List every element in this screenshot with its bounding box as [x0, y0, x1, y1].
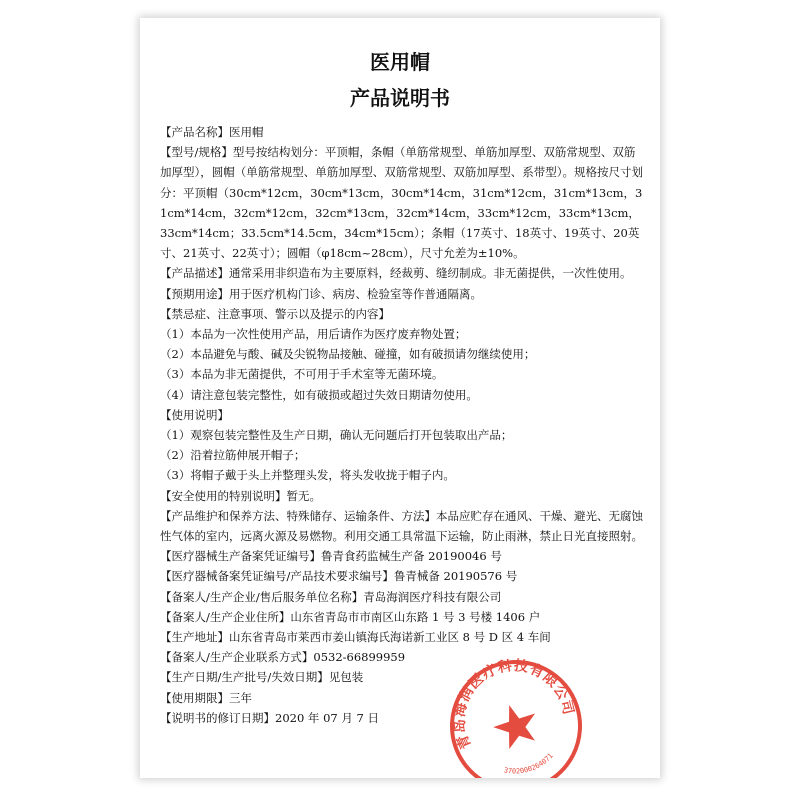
document-page	[140, 18, 660, 778]
document-paragraph: 【说明书的修订日期】2020 年 07 月 7 日	[160, 710, 379, 725]
document-paragraph: 【使用说明】	[160, 407, 229, 422]
document-paragraph: 【备案人/生产企业住所】山东省青岛市市南区山东路 1 号 3 号楼 1406 户	[160, 609, 541, 624]
svg-text:3702000264071: 3702000264071	[503, 751, 555, 776]
svg-text:青岛海润医疗科技有限公司: 青岛海润医疗科技有限公司	[451, 657, 577, 752]
document-paragraph: 【医疗器械备案凭证编号/产品技术要求编号】鲁青械备 20190576 号	[160, 569, 518, 584]
document-paragraph: （1）本品为一次性使用产品，用后请作为医疗废弃物处置；	[160, 327, 467, 342]
document-paragraph: 【生产日期/生产批号/失效日期】见包装	[160, 670, 364, 685]
document-paragraph: （1）观察包装完整性及生产日期，确认无问题后打开包装取出产品；	[160, 428, 513, 443]
document-paragraph: 【型号/规格】型号按结构划分：平顶帽，条帽（单筋常规型、单筋加厚型、双筋常规型、双筋加厚型），圆帽（单筋常规型、单筋加厚型、双筋常规型、双筋加厚型、系带型）。规格按尺寸划分：平顶帽（30cm*12cm，30cm*13cm，30cm*14cm，31cm*12cm，31cm*13cm，31cm*14cm，32cm*12cm，32cm*13cm，32cm*14cm，33cm*12cm，33cm*13cm，33cm*14cm；33.5cm*14.5cm，34cm*15cm）；条帽（17英寸、18英寸、19英寸、20英寸、21英寸、22英寸）；圆帽（φ18cm~28cm），尺寸允差为±10%。	[160, 145, 643, 261]
document-paragraph: 【生产地址】山东省青岛市莱西市姜山镇海氏海诺新工业区 8 号 D 区 4 车间	[160, 630, 551, 645]
document-paragraph: 【产品维护和保养方法、特殊储存、运输条件、方法】本品应贮存在通风、干燥、避光、无腐蚀性气体的室内，远离火源及易燃物。利用交通工具常温下运输，防止雨淋，禁止日光直接照射。	[160, 508, 643, 544]
document-paragraph: 【产品名称】医用帽	[160, 125, 264, 139]
document-paragraph: （3）将帽子戴于头上并整理头发，将头发收拢于帽子内。	[160, 468, 455, 483]
document-paragraph: （2）本品避免与酸、碱及尖锐物品接触、碰撞，如有破损请勿继续使用；	[160, 347, 536, 362]
document-subtitle: 产品说明书	[350, 86, 450, 110]
document-title: 医用帽	[370, 50, 430, 74]
seal-star-icon	[488, 698, 543, 751]
document-paragraph: 【备案人/生产企业/售后服务单位名称】青岛海润医疗科技有限公司	[160, 589, 502, 604]
document-paragraph: （4）请注意包装完整性，如有破损或超过失效日期请勿使用。	[160, 387, 478, 402]
document-paragraph: 【使用期限】三年	[160, 690, 252, 705]
document-paragraph: 【备案人/生产企业联系方式】0532-66899959	[160, 650, 406, 665]
document-paragraph: 【预期用途】用于医疗机构门诊、病房、检验室等作普通隔离。	[160, 286, 482, 301]
document-paragraph: 【禁忌症、注意事项、警示以及提示的内容】	[160, 306, 390, 321]
document-paragraph: 【安全使用的特别说明】暂无。	[160, 488, 321, 503]
document-paragraph: （3）本品为非无菌提供，不可用于手术室等无菌环境。	[160, 367, 444, 382]
document-paragraph: 【医疗器械生产备案凭证编号】鲁青食药监械生产备 20190046 号	[160, 549, 502, 564]
document-paragraph: （2）沿着拉筋伸展开帽子；	[160, 448, 306, 463]
document-paragraph: 【产品描述】通常采用非织造布为主要原料，经裁剪、缝纫制成。非无菌提供，一次性使用。	[160, 266, 632, 281]
document-body	[160, 122, 646, 728]
